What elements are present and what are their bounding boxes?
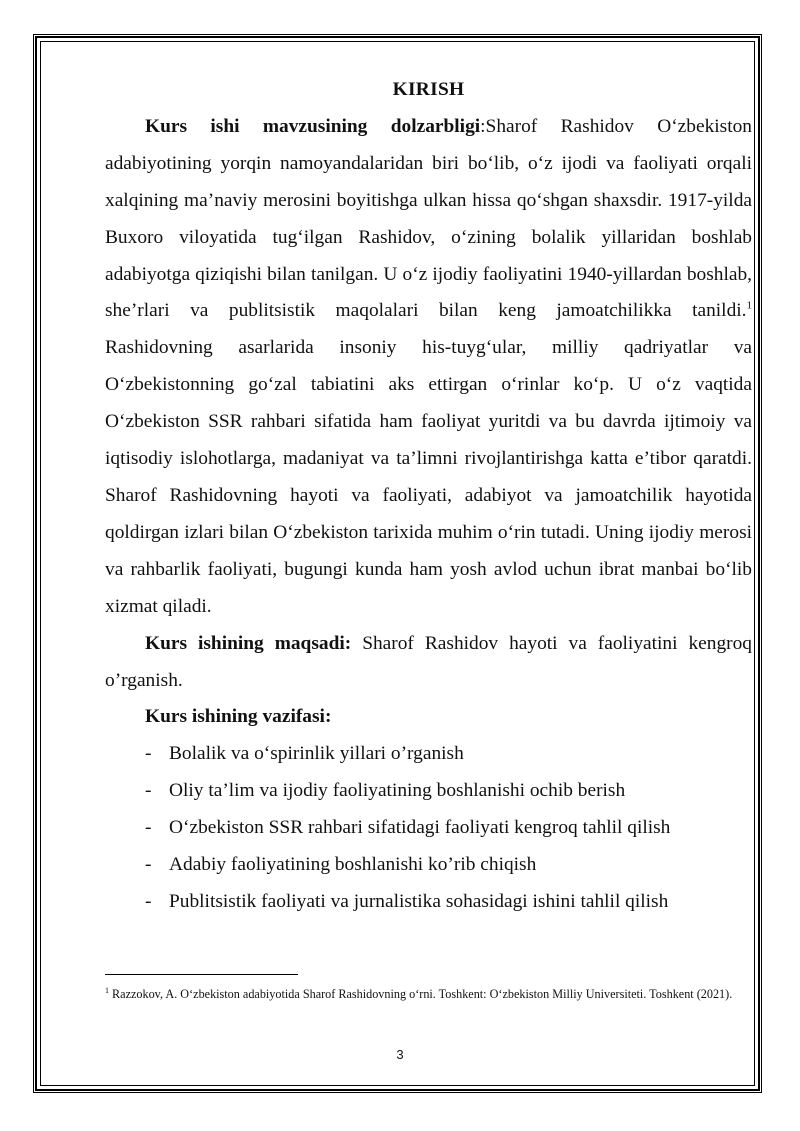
footnote-marker: 1 xyxy=(105,985,109,995)
relevance-paragraph xyxy=(105,109,752,626)
list-item xyxy=(145,773,752,810)
page-number: 3 xyxy=(396,1047,404,1062)
list-item-text: Adabiy faoliyatining boshlanishi ko’rib chiqish xyxy=(169,854,537,876)
list-dash: - xyxy=(145,817,152,839)
list-dash: - xyxy=(145,780,152,802)
tasks-list xyxy=(105,736,752,921)
list-item-text: Publitsistik faoliyati va jurnalistika sohasidagi ishini tahlil qilish xyxy=(169,890,669,912)
list-dash: - xyxy=(145,890,152,912)
goal-text: Sharof Rashidov hayoti va faoliyatini kengroq o’rganish. xyxy=(105,632,752,691)
list-item-text: Oliy ta’lim va ijodiy faoliyatining boshlanishi ochib berish xyxy=(169,780,626,802)
tasks-label: Kurs ishining vazifasi: xyxy=(145,706,332,728)
list-item-text: Bolalik va o‘spirinlik yillari o’rganish xyxy=(169,743,464,765)
goal-paragraph xyxy=(105,626,752,700)
footnote-text: Razzokov, A. O‘zbekiston adabiyotida Sharof Rashidovning o‘rni. Toshkent: O‘zbekiston Milliy Universiteti. Toshkent (2021). xyxy=(109,987,733,1001)
list-item xyxy=(145,810,752,847)
relevance-label: Kurs ishi mavzusining dolzarbligi xyxy=(145,115,481,137)
section-title: KIRISH xyxy=(392,79,465,100)
footnote xyxy=(105,983,752,1005)
relevance-text-continued: Rashidovning asarlarida insoniy his-tuyg‘ular, milliy qadriyatlar va O‘zbekistonning go‘zal tabiatini aks ettirgan o‘rinlar ko‘p. U o‘z vaqtida O‘zbekiston SSR rahbari sifatida ham faoliyat yuritdi va bu davrda ijtimoiy va iqtisodiy islohotlarga, madaniyat va ta’limni rivojlantirishga katta e’tibor qaratdi. Sharof Rashidovning hayoti va faoliyati, adabiyot va jamoatchilik hayotida qoldirgan izlari bilan O‘zbekiston tarixida muhim o‘rin tutadi. Uning ijodiy merosi va rahbarlik faoliyati, bugungi kunda ham yosh avlod uchun ibrat manbai bo‘lib xizmat qiladi. xyxy=(105,337,752,617)
footnote-separator xyxy=(105,974,298,975)
goal-label: Kurs ishining maqsadi: xyxy=(145,632,352,654)
document-body xyxy=(105,72,752,921)
list-item-text: O‘zbekiston SSR rahbari sifatidagi faoliyati kengroq tahlil qilish xyxy=(169,817,671,839)
relevance-text: Sharof Rashidov O‘zbekiston adabiyotining yorqin namoyandalaridan biri bo‘lib, o‘z ijodi va faoliyati orqali xalqining ma’naviy merosini boyitishga ulkan hissa qo‘shgan shaxsdir. 1917-yilda Buxoro viloyatida tug‘ilgan Rashidov, o‘zining bolalik yillaridan boshlab adabiyotga qiziqishi bilan tanilgan. U o‘z ijodiy faoliyatini 1940-yillardan boshlab, she’rlari va publitsistik maqolalari bilan keng jamoatchilikka tanildi. xyxy=(105,115,752,322)
list-dash: - xyxy=(145,743,152,765)
list-item xyxy=(145,847,752,884)
footnote-reference[interactable]: 1 xyxy=(746,299,752,312)
list-dash: - xyxy=(145,854,152,876)
relevance-separator: : xyxy=(480,115,486,137)
list-item xyxy=(145,736,752,773)
list-item xyxy=(145,884,752,921)
